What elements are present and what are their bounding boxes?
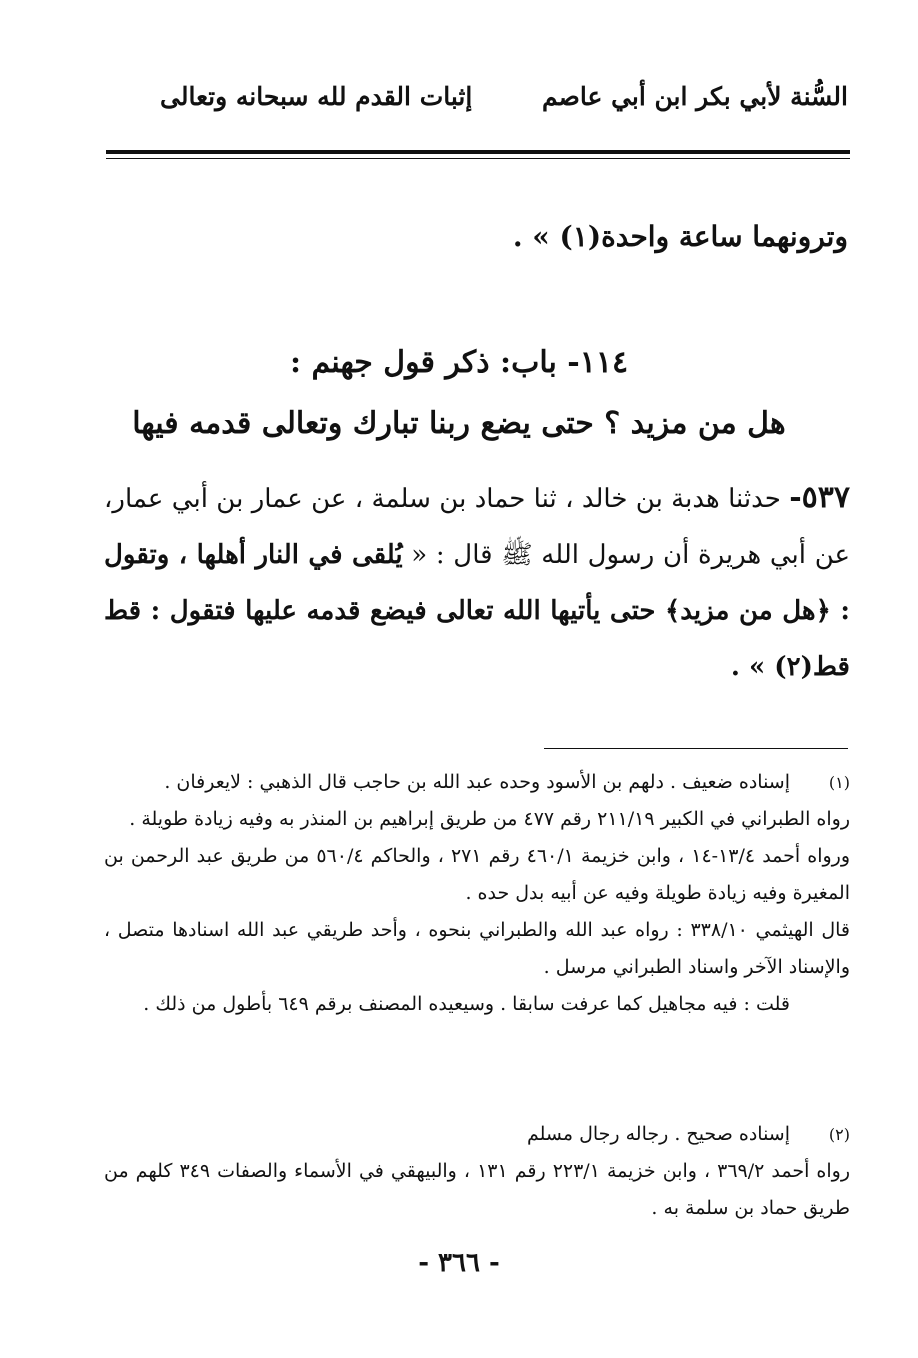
footnote-1 (104, 764, 850, 1023)
footnote-marker: (٢) (828, 1125, 850, 1144)
chapter-subtitle: هل من مزيد ؟ حتى يضع ربنا تبارك وتعالى قدمه فيها (132, 406, 786, 441)
hadith-number: ٥٣٧- (789, 480, 851, 515)
chapter-title: ١١٤- باب: ذكر قول جهنم : (289, 345, 629, 380)
footnote-line: إسناده صحيح . رجاله رجال مسلم (526, 1123, 790, 1145)
hadith-isnad: حدثنا هدبة بن خالد ، ثنا حماد بن سلمة ، عن عمار بن أبي عمار، عن أبي هريرة أن رسول الله ﷺ قال : « (104, 484, 850, 570)
footnote-line: ورواه أحمد ١٣/٤-١٤ ، وابن خزيمة ٤٦٠/١ رقم ٢٧١ ، والحاكم ٥٦٠/٤ من طريق عبد الرحمن بن المغيرة وفيه زيادة طويلة وفيه عن أبيه بدل حده . (104, 845, 851, 904)
footnote-line: رواه أحمد ٣٦٩/٢ ، وابن خزيمة ٢٢٣/١ رقم ١٣١ ، والبيهقي في الأسماء والصفات ٣٤٩ كلهم من طريق حماد بن سلمة به . (104, 1160, 851, 1219)
footnote-line: إسناده ضعيف . دلهم بن الأسود وحده عبد الله بن حاجب قال الذهبي : لايعرفان . (164, 771, 790, 793)
footnote-marker: (١) (828, 773, 850, 792)
footnote-line: قال الهيثمي ٣٣٨/١٠ : رواه عبد الله والطبراني بنحوه ، وأحد طريقي عبد الله اسنادها متصل ، والإسناد الآخر واسناد الطبراني مرسل . (104, 919, 850, 978)
footnote-2 (104, 1116, 850, 1227)
hadith-matn: يُلقى في النار أهلها ، وتقول : ﴿هل من مزيد﴾ حتى يأتيها الله تعالى فيضع قدمه عليها فتقول : قط قط(٢) » . (104, 540, 850, 682)
footnote-separator (544, 748, 848, 749)
page-number: - ٣٦٦ - (418, 1248, 500, 1278)
header-section-title: إثبات القدم لله سبحانه وتعالى (160, 82, 473, 111)
footnote-line: قلت : فيه مجاهيل كما عرفت سابقا . وسيعيده المصنف برقم ٦٤٩ بأطول من ذلك . (143, 993, 790, 1015)
intro-line: وترونهما ساعة واحدة(١) » . (512, 220, 848, 253)
hadith-paragraph (104, 470, 850, 695)
header-rule-thin (106, 158, 850, 159)
header-book-title: السُّنة لأبي بكر ابن أبي عاصم (541, 82, 848, 111)
footnote-line: رواه الطبراني في الكبير ٢١١/١٩ رقم ٤٧٧ من طريق إبراهيم بن المنذر به وفيه زيادة طويلة . (129, 808, 850, 830)
header-rule-thick (106, 150, 850, 154)
